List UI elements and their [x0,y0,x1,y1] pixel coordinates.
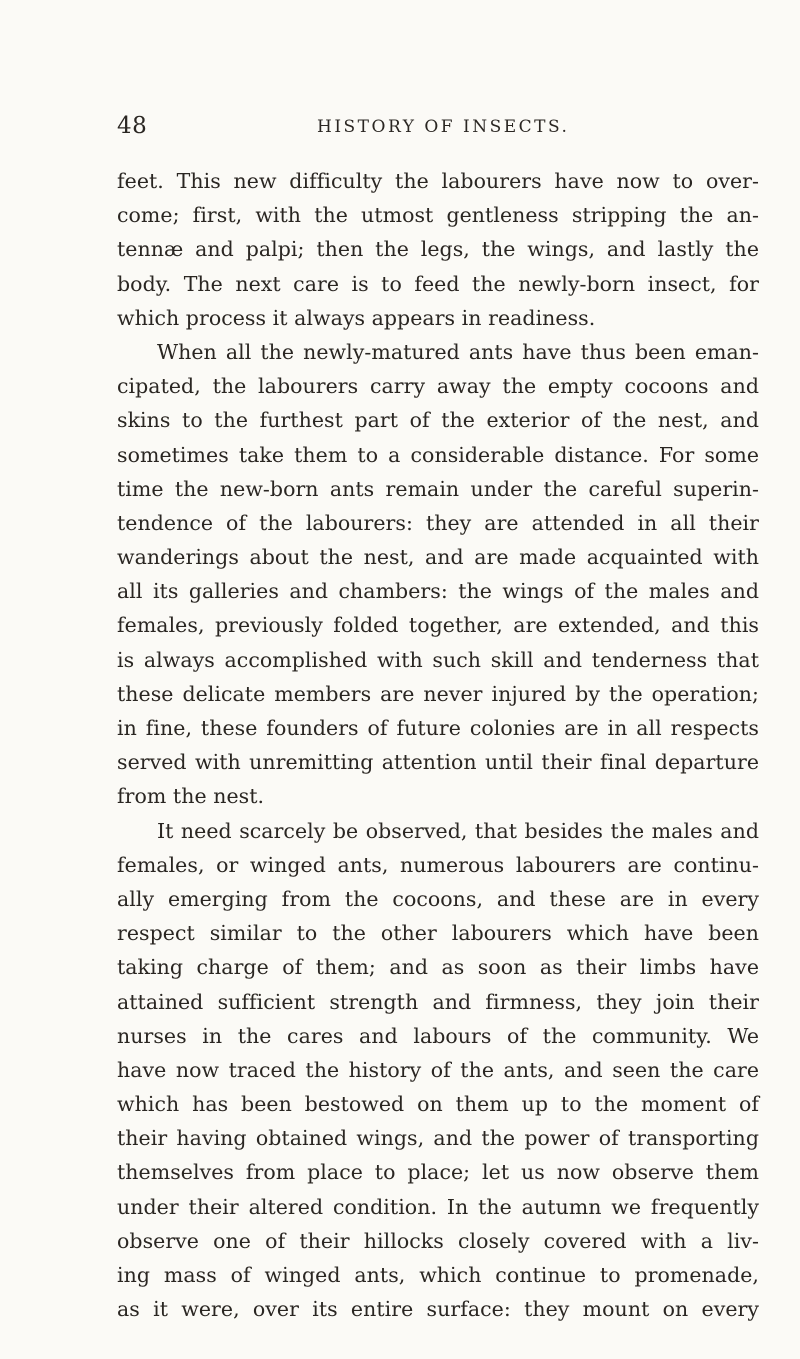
text-line: wanderings about the nest, and are made acquainted with [117,545,759,570]
text-line: respect similar to the other labourers which have been [117,921,759,946]
text-line: ing mass of winged ants, which continue to promenade, [117,1263,759,1287]
text-line: observe one of their hillocks closely covered with a liv- [117,1228,759,1253]
text-line: tendence of the labourers: they are attended in all their [117,510,759,535]
text-line: sometimes take them to a considerable distance. For some [117,442,759,467]
text-line: their having obtained wings, and the power of transporting [117,1126,759,1151]
text-line: served with unremitting attention until their final departure [117,750,759,775]
text-line: skins to the furthest part of the exterior of the nest, and [117,408,759,433]
text-line: females, or winged ants, numerous labourers are continu- [117,852,759,877]
text-line: from the nest. [117,784,265,809]
paragraph-start-line: It need scarcely be observed, that besides the males and [157,818,759,843]
text-line: have now traced the history of the ants, and seen the care [117,1057,759,1082]
text-line: taking charge of them; and as soon as their limbs have [117,955,759,980]
text-line: which process it always appears in readiness. [117,305,596,330]
text-line: as it were, over its entire surface: they mount on every [117,1297,759,1322]
text-line: time the new-born ants remain under the careful superin- [117,476,759,501]
body-text [117,164,759,1326]
text-line: themselves from place to place; let us now observe them [117,1160,759,1185]
text-line: which has been bestowed on them up to the moment of [117,1092,759,1117]
text-line: these delicate members are never injured by the operation; [117,681,759,706]
text-line: tennæ and palpi; then the legs, the wings, and lastly the [117,237,759,262]
running-title: HISTORY OF INSECTS. [317,117,570,137]
text-line: ally emerging from the cocoons, and these are in every [117,886,759,911]
text-line: females, previously folded together, are extended, and this [117,613,759,638]
text-line: attained sufficient strength and firmness, they join their [117,989,759,1014]
text-line: is always accomplished with such skill and tenderness that [117,647,759,672]
page-number: 48 [117,113,148,139]
text-line: cipated, the labourers carry away the empty cocoons and [117,374,759,399]
text-line: all its galleries and chambers: the wings of the males and [117,579,759,604]
running-head [117,113,757,143]
paragraph-start-line: When all the newly-matured ants have thus been eman- [157,339,759,364]
text-line: come; first, with the utmost gentleness stripping the an- [117,203,759,228]
text-line: nurses in the cares and labours of the community. We [117,1023,759,1048]
text-line: body. The next care is to feed the newly-born insect, for [117,271,759,296]
text-line: under their altered condition. In the autumn we frequently [117,1194,759,1219]
text-line: in fine, these founders of future colonies are in all respects [117,716,759,740]
text-line: feet. This new difficulty the labourers have now to over- [117,169,759,193]
